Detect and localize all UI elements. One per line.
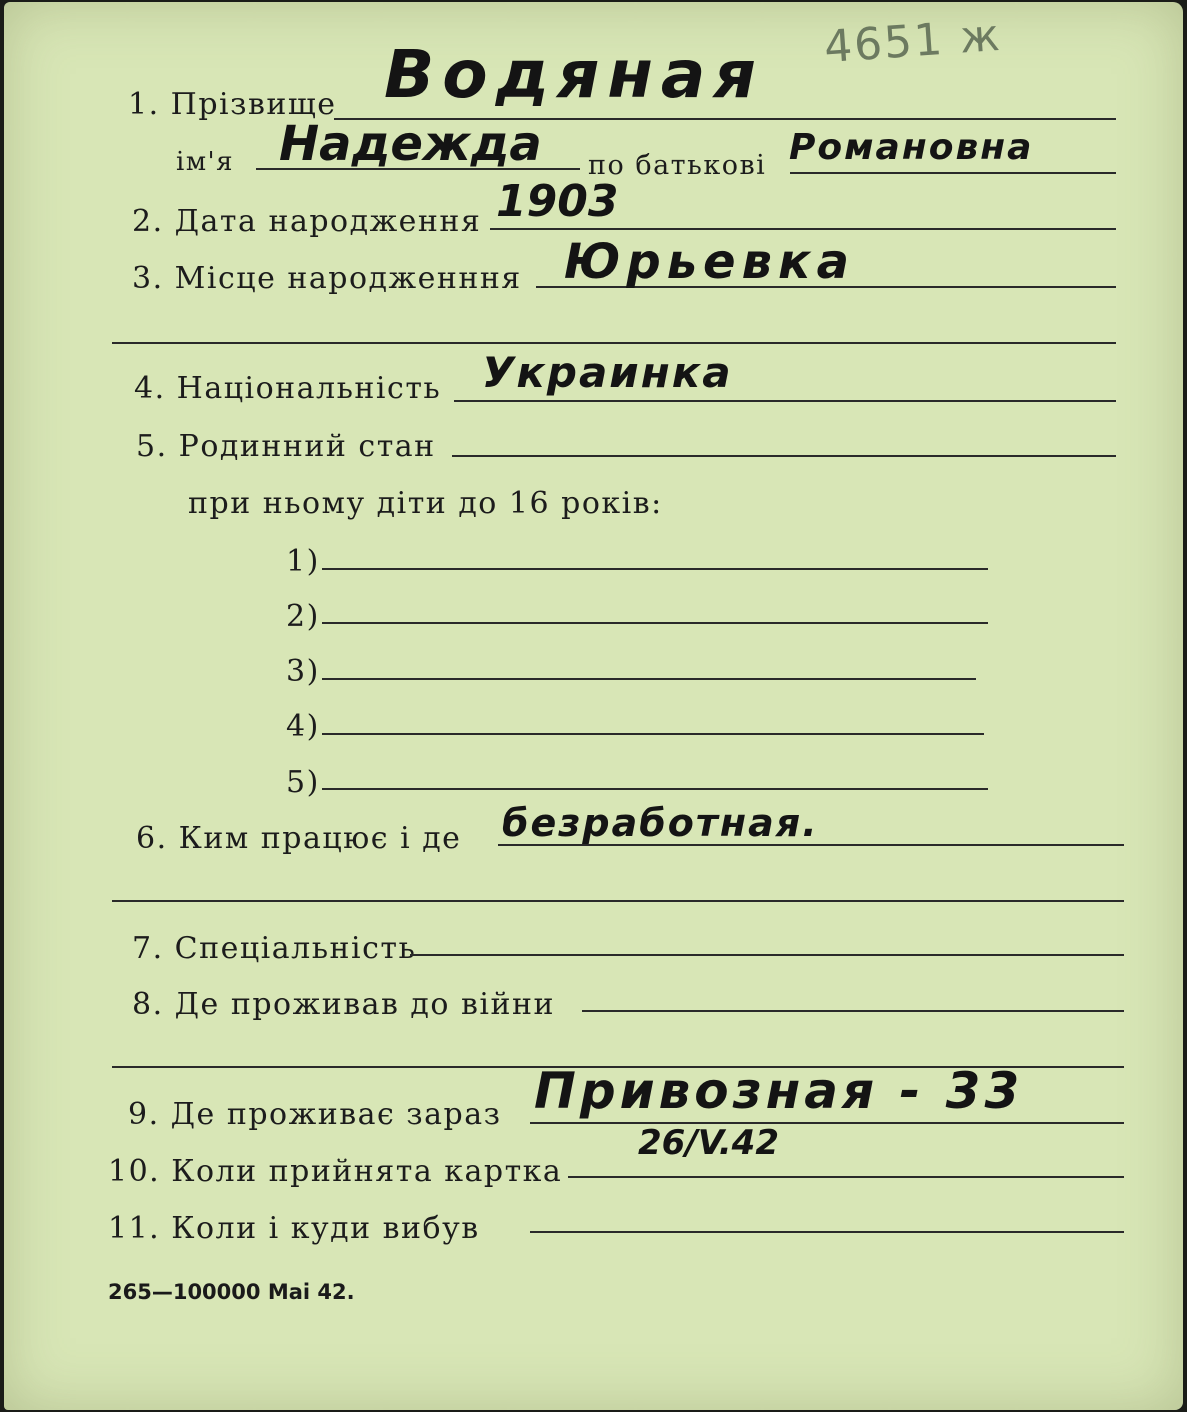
child-1-label: 1): [286, 544, 320, 579]
children-label: при ньому діти до 16 років:: [188, 486, 663, 521]
family-line: [452, 455, 1116, 457]
child-5-label: 5): [286, 765, 320, 800]
name-value: Надежда: [279, 116, 542, 172]
prewar-line: [582, 1010, 1124, 1012]
specialty-label: 7. Спеціальність: [132, 931, 417, 966]
prewar-label: 8. Де проживав до війни: [132, 987, 555, 1022]
birthdate-line: [490, 228, 1116, 230]
child-4-line: [322, 733, 984, 735]
child-4-label: 4): [286, 709, 320, 744]
birthplace-value: Юрьевка: [564, 234, 855, 290]
patronymic-label: по батькові: [588, 150, 767, 181]
patronymic-value: Романовна: [789, 127, 1034, 168]
accepted-label: 10. Коли прийнята картка: [108, 1154, 563, 1189]
current-line: [530, 1122, 1124, 1124]
work-label: 6. Ким працює і де: [136, 821, 462, 856]
child-5-line: [322, 788, 988, 790]
child-3-line: [322, 678, 976, 680]
birthplace-line-2: [112, 342, 1116, 344]
specialty-line: [410, 954, 1124, 956]
departed-line: [530, 1231, 1124, 1233]
patronymic-line: [790, 172, 1116, 174]
surname-label: 1. Прізвище: [128, 87, 337, 122]
birthdate-value: 1903: [496, 176, 619, 227]
print-info: 265—100000 Маі 42.: [108, 1280, 355, 1304]
accepted-value: 26/V.42: [638, 1123, 779, 1163]
archive-number: 4651 ж: [822, 9, 1004, 74]
child-1-line: [322, 568, 988, 570]
family-label: 5. Родинний стан: [136, 429, 436, 464]
current-label: 9. Де проживає зараз: [128, 1097, 502, 1132]
child-2-line: [322, 622, 988, 624]
surname-value: Водяная: [384, 36, 764, 113]
name-label: ім'я: [176, 147, 235, 177]
registration-card: [4, 2, 1183, 1410]
birthdate-label: 2. Дата народження: [132, 204, 482, 239]
birthplace-label: 3. Місце народженння: [132, 261, 522, 296]
nationality-value: Украинка: [482, 348, 733, 397]
child-3-label: 3): [286, 654, 320, 689]
accepted-line: [568, 1176, 1124, 1178]
nationality-line: [454, 400, 1116, 402]
child-2-label: 2): [286, 599, 320, 634]
departed-label: 11. Коли і куди вибув: [108, 1211, 480, 1246]
work-line-2: [112, 900, 1124, 902]
work-value: безработная.: [502, 801, 819, 845]
nationality-label: 4. Національність: [134, 371, 442, 406]
current-value: Привозная - 33: [534, 1062, 1024, 1120]
